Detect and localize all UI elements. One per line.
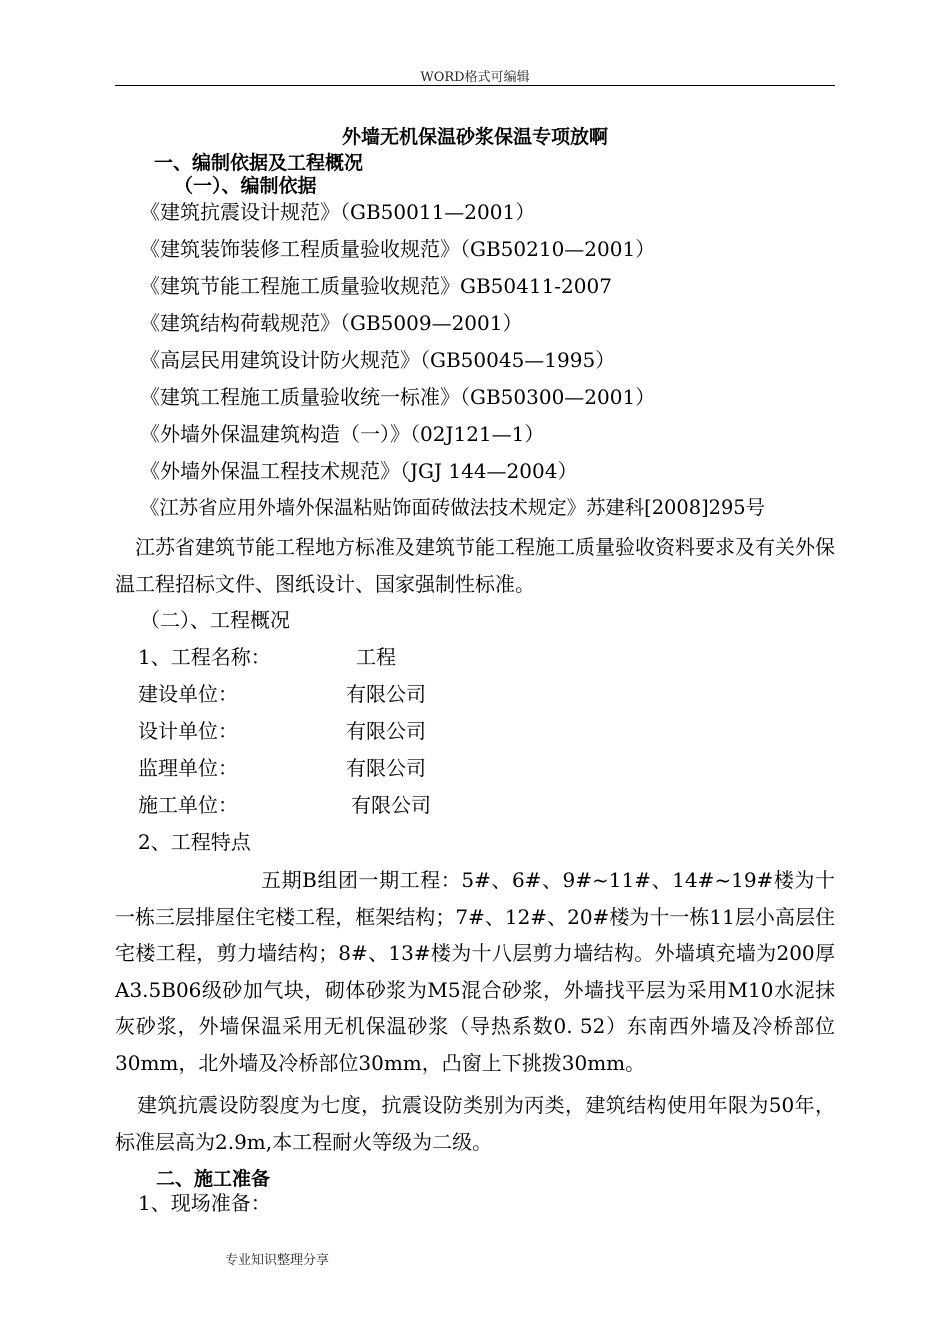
page-footer: 专业知识整理分享	[225, 1253, 330, 1268]
info-value: 有限公司	[346, 719, 426, 743]
reference-item: 《江苏省应用外墙外保温粘贴饰面砖做法技术规定》苏建科[2008]295号	[140, 496, 766, 519]
reference-item: 《外墙外保温工程技术规范》（JGJ 144—2004）	[140, 459, 578, 483]
features-heading: 2、工程特点	[138, 830, 251, 854]
info-value: 有限公司	[351, 793, 431, 817]
reference-item: 《建筑工程施工质量验收统一标准》（GB50300—2001）	[140, 385, 656, 409]
reference-item: 《建筑抗震设计规范》（GB50011—2001）	[140, 200, 536, 224]
section1-heading: 一、编制依据及工程概况	[154, 152, 364, 174]
info-value: 有限公司	[346, 682, 426, 706]
reference-item: 《建筑装饰装修工程质量验收规范》（GB50210—2001）	[140, 237, 656, 261]
info-label: 设计单位：	[138, 719, 238, 743]
reference-item: 《建筑节能工程施工质量验收规范》GB50411-2007	[140, 274, 612, 298]
info-label: 监理单位：	[138, 756, 238, 780]
info-label: 1、工程名称：	[138, 645, 271, 669]
section1-sub2-heading: （二）、工程概况	[140, 608, 290, 632]
section2-heading: 二、施工准备	[156, 1168, 271, 1190]
reference-item: 《高层民用建筑设计防火规范》（GB50045—1995）	[140, 348, 616, 372]
features-paragraph: 五期B组团一期工程：5#、6#、9#~11#、14#~19#楼为十一栋三层排屋住宅楼工程，框架结构；7#、12#、20#楼为十一栋11层小高层住宅楼工程，剪力墙结构；8#、13#楼为十八层剪力墙结构。外墙填充墙为200厚A3.5B06级砂加气块，砌体砂浆为M5混合砂浆，外墙找平层为采用M10水泥抹灰砂浆，外墙保温采用无机保温砂浆（导热系数0. 52）东南西外墙及冷桥部位30mm，北外墙及冷桥部位30mm，凸窗上下挑拨30mm。	[115, 868, 835, 1075]
info-value: 有限公司	[346, 756, 426, 780]
seismic-paragraph: 建筑抗震设防裂度为七度，抗震设防类别为丙类，建筑结构使用年限为50年，标准层高为2.9m,本工程耐火等级为二级。	[115, 1093, 835, 1154]
reference-item: 《建筑结构荷载规范》（GB5009—2001）	[140, 311, 523, 335]
info-label: 建设单位：	[138, 682, 238, 706]
reference-paragraph: 江苏省建筑节能工程地方标准及建筑节能工程施工质量验收资料要求及有关外保温工程招标文件、图纸设计、国家强制性标准。	[115, 535, 835, 596]
info-value: 工程	[356, 645, 396, 669]
reference-item: 《外墙外保温建筑构造（一）》（02J121—1）	[140, 422, 545, 446]
section1-sub1-heading: （一）、编制依据	[174, 175, 317, 197]
document-title: 外墙无机保温砂浆保温专项放啊	[341, 126, 608, 148]
header-rule	[115, 85, 835, 86]
info-label: 施工单位：	[138, 793, 238, 817]
section2-item: 1、现场准备：	[138, 1191, 271, 1215]
page-header: WORD格式可编辑	[420, 70, 530, 85]
